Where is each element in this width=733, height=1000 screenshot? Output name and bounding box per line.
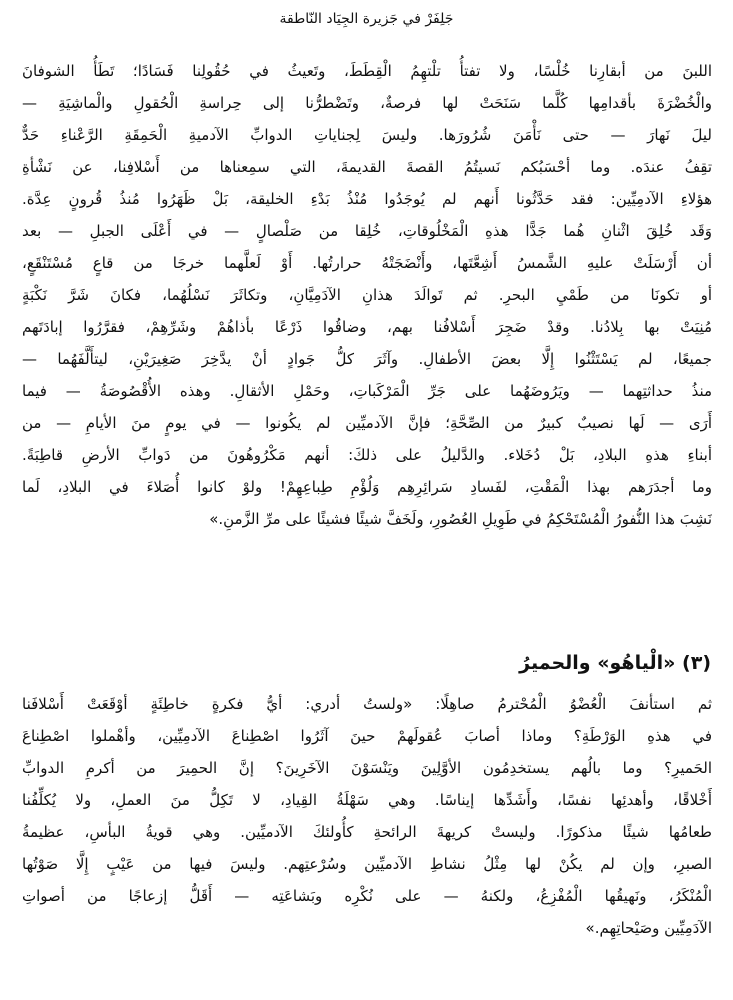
text-line: أَرَى — لَها نصيبٌ كبيرٌ من الصِّحَّةِ؛ فإنَّ الآدميِّين لم يكُونوا — في يومٍ منَ الأيامِ — من [22, 414, 712, 432]
text-line: جميعًا، لم يَسْتَثْنُوا إِلَّا بعضَ الأطفالِ. وآثَرَ كلُّ جَوادٍ أنْ يدَّخِرَ صَغِيرَيْنِ، ليتأَلَّفَهُما — [22, 350, 712, 368]
section-heading: (٣) «الْياهُو» والحميرُ [519, 652, 711, 674]
text-line: والْخُضْرَةَ بأقدامِها كُلَّما سَنَحَتْ لها فرصةٌ، وتَضْطرُّنا إلى حِراسةِ الْحُقولِ والْماشِيَةِ — [22, 94, 712, 112]
text-line: الآدَمِيِّين وصَيْحاتِهِم.» [585, 919, 712, 937]
text-line: الحَميرِ؟ وما بالُهم يستخدِمُون الأوَّلِينَ ويَنْسَوْنَ الآخَرِينَ؟ إنَّ الحمِيرَ من أكرمِ الدوابِّ [22, 759, 712, 777]
text-line: في هذهِ الوَرْطَةِ؟ وماذا أصابَ عُقولَهمْ حينَ آثَرُوا اصْطِناعَ الآدمِيِّين، وأهْملوا اصْطِناعَ [22, 727, 712, 745]
text-line: أو تكونَا من طَمْيِ البحرِ. ثم تَوالَدَ هذانِ الآدَمِيَّانِ، وتكاثَرَ نَسْلُهُما، فكانَ شَرَّ نَكْبَةٍ [22, 286, 712, 304]
text-line: تقِفُ عندَه. وما أحْسَبُكم نَسيتُمُ القصةَ القديمةَ، التي سمِعناها من أَسْلافِنا، عن نَشْأةِ [22, 158, 712, 176]
text-line: أبناءِ هذهِ البلادِ، بَلْ دُخَلاء. والدَّليلُ على ذلكَ: أنهم مَكْرُوهُونَ من دَوابِّ الأرضِ قاطِبَةً. [22, 446, 712, 464]
text-line: أن أَرْسَلَتْ عليهِ الشَّمسُ أَشِعَّتَها، وأَنْضَجَتْهُ حرارتُها. أَوْ لَعلَّهما خرجَا من قاعٍ مُسْتَنْقَعٍ، [22, 254, 712, 272]
text-line: اللبنَ من أبقارِنا خُلْسًا، ولا تفتأُ تلْتهِمُ الْقِطَطَ، وتَعيثُ في حُقُولِنا فَسَادًا؛ تَطَأُ الشوفانَ [22, 62, 712, 80]
text-line: نَشِبَ هذا النُّفورُ الْمُسْتَحْكِمُ في طَوِيلِ العُصُورِ، ولَخَفَّ شيئًا فشيئًا على مرِّ الزَّمنِ.» [209, 510, 712, 528]
text-line: ثم استأنفَ الْعُضْوُ الْمُحْترمُ صاهِلًا: «ولستُ أدري: أيُّ فكرةٍ خاطِئَةٍ أوْقَعَتْ أَسْلافَنا [22, 695, 712, 713]
text-line: هؤلاءِ الآدمِيِّين: فقد حَدَّثُونا أَنهم لم يُوجَدُوا مُنْذُ بَدْءِ الخليقة، بَلْ ظَهَرُوا مُنذُ قُرونٍ عِدَّة. [22, 190, 712, 208]
text-line: وما أجدَرَهم بهذا الْمَقْتِ، لفَسادِ سَرائِرِهِم وَلُؤْمِ طِباعِهِمْ! ولوْ كانوا أُصَلاءَ في البلادِ، لَما [22, 478, 712, 496]
running-header: جَلِفَرْ في جَزيرة الجِيَاد النّاطقة [279, 11, 454, 27]
text-line: ليلَ نَهارَ — حتى نَأْمَنَ شُرُورَها. وليسَ لِجناياتِ الدوابِّ الآدميةِ الْحَمِقَةِ الرَّعْناءِ حَدٌّ [22, 126, 712, 144]
section-1-text [22, 55, 712, 535]
section-2-text [22, 688, 712, 944]
text-line: الصبرِ، وإن لم يكُنْ لها مِثْلُ نشاطِ الآدميِّين وسُرْعتِهم. وليسَ فيها من عَيْبٍ إِلَّا صَوْتُها [22, 855, 712, 873]
text-line: وَقَد خُلِقَ اثْنانِ هُما جَدًّا هذهِ الْمَخْلُوقاتِ، خُلِقا من صَلْصالٍ — في أَعْلَى الجبلِ — بعد [22, 222, 712, 240]
text-line: منذُ حداثتِهما — ويَرُوضَهُما على جَرِّ الْمَرْكَباتِ، وحَمْلِ الأثقالِ. وهذه الأُقْصُوصَةُ — فيما [22, 382, 712, 400]
text-line: مُنِيَتْ بها بِلادُنا. وقدْ ضَجِرَ أَسْلافُنا بهم، وضاقُوا ذَرْعًا بأذاهُمْ وشَرِّهِمْ، فقرَّرُوا إبادَتَهم [22, 318, 712, 336]
text-line: طعامُها شيئًا مذكورًا. وليستْ كريهةَ الرائحةِ كأُولئكَ الآدميِّين. وهي قويةُ البأسِ، عظيمةُ [22, 823, 712, 841]
text-line: الْمُنْكَرُ، ونَهيقُها الْمُفْزِعُ، ولكنهُ — على نُكْرِه وبَشاعَتِه — أَقَلُّ إزعاجًا من أصواتِ [22, 887, 712, 905]
text-line: أَخْلاقًا، وأهدئِها نفسًا، وأَشَدِّها إيناسًا. وهي سَهْلَةُ القِيادِ، لا تَكِلُّ منَ العملِ، ولا يُكلِّفُنا [22, 791, 712, 809]
